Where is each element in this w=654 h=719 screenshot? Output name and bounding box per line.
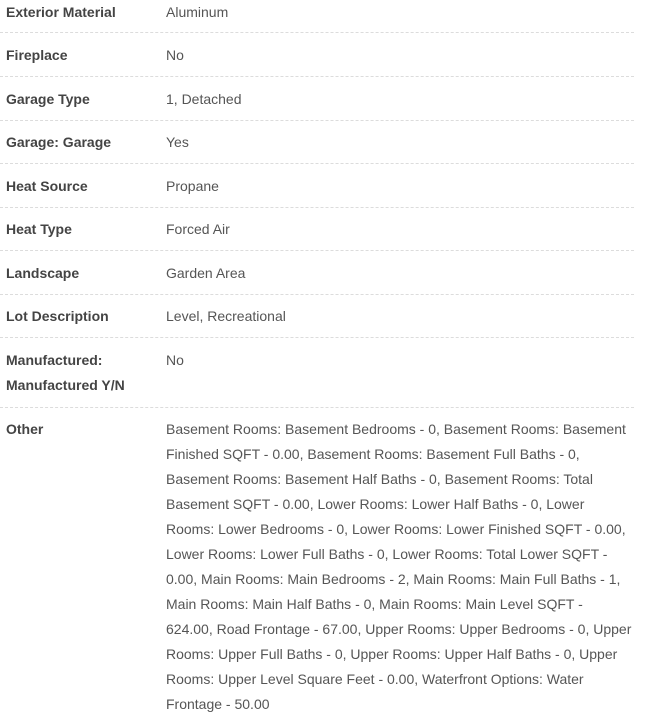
detail-label: Exterior Material — [6, 4, 116, 20]
detail-row-fireplace — [0, 33, 634, 77]
detail-value: Level, Recreational — [166, 308, 286, 324]
detail-label: Manufactured: Manufactured Y/N — [6, 352, 125, 393]
detail-label: Other — [6, 421, 44, 437]
detail-row-heat-source — [0, 164, 634, 208]
detail-value: Basement Rooms: Basement Bedrooms - 0, Basement Rooms: Basement Finished SQFT - 0.00, Basement Rooms: Basement Full Baths - 0, Basement Rooms: Basement Half Baths - 0, Basement Rooms: Total Basement SQFT - 0.00, Lower Rooms: Lower Half Baths - 0, Lower Rooms: Lower Bedrooms - 0, Lower Rooms: Lower Finished SQFT - 0.00, Lower Rooms: Lower Full Baths - 0, Lower Rooms: Total Lower SQFT - 0.00, Main Rooms: Main Bedrooms - 2, Main Rooms: Main Full Baths - 1, Main Rooms: Main Half Baths - 0, Main Rooms: Main Level SQFT - 624.00, Road Frontage - 67.00, Upper Rooms: Upper Bedrooms - 0, Upper Rooms: Upper Full Baths - 0, Upper Rooms: Upper Half Baths - 0, Upper Rooms: Upper Level Square Feet - 0.00, Waterfront Options: Water Frontage - 50.00 — [166, 421, 632, 712]
detail-row-exterior-material — [0, 0, 634, 33]
detail-value: 1, Detached — [166, 91, 242, 107]
detail-row-garage-type — [0, 77, 634, 121]
detail-value: No — [166, 352, 184, 368]
detail-label: Garage Type — [6, 91, 90, 107]
detail-value: No — [166, 47, 184, 63]
detail-value: Forced Air — [166, 221, 230, 237]
detail-label: Heat Type — [6, 221, 72, 237]
detail-label: Heat Source — [6, 178, 88, 194]
detail-row-lot-description — [0, 295, 634, 338]
detail-row-garage-garage — [0, 121, 634, 164]
detail-value: Yes — [166, 134, 189, 150]
detail-value: Propane — [166, 178, 219, 194]
detail-value: Garden Area — [166, 265, 246, 281]
detail-row-manufactured — [0, 338, 634, 408]
detail-value: Aluminum — [166, 4, 229, 20]
detail-row-landscape — [0, 251, 634, 295]
detail-label: Lot Description — [6, 308, 109, 324]
detail-label: Garage: Garage — [6, 134, 112, 150]
detail-label: Landscape — [6, 265, 80, 281]
detail-row-other — [0, 408, 634, 717]
detail-label: Fireplace — [6, 47, 68, 63]
detail-row-heat-type — [0, 208, 634, 251]
